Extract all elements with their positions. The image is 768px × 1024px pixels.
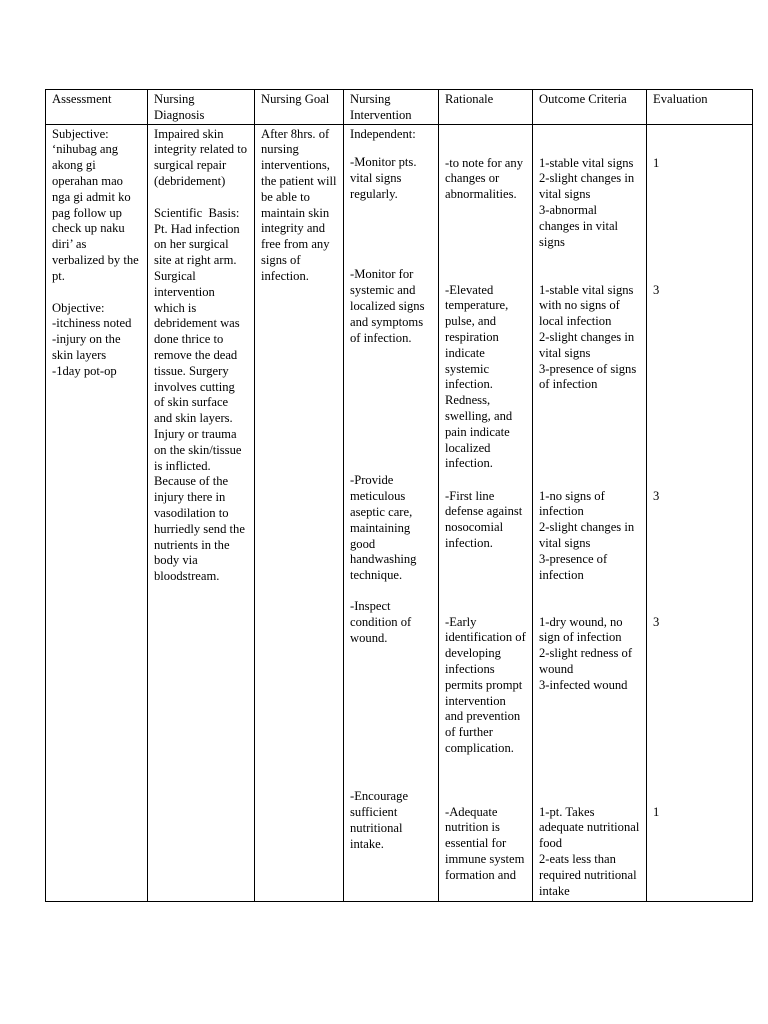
subjective-label: Subjective:: [52, 126, 109, 141]
header-nursing-intervention: Nursing Intervention: [344, 90, 439, 125]
independent-label: Independent:: [350, 126, 416, 141]
evaluation-1: 1: [653, 155, 660, 170]
outcome-criteria-4: 1-dry wound, no sign of infection 2-slight redness of wound 3-infected wound: [539, 614, 633, 692]
evaluation-5: 1: [653, 804, 660, 819]
intervention-5: -Encourage sufficient nutritional intake.: [350, 789, 409, 851]
intervention-3: -Provide meticulous aseptic care, maintaining good handwashing technique.: [350, 473, 417, 583]
outcome-criteria-1: 1-stable vital signs 2-slight changes in vital signs 3-abnormal changes in vital signs: [539, 155, 635, 249]
rationale-5: -Adequate nutrition is essential for immune system formation and: [445, 804, 525, 882]
rationale-2: -Elevated temperature, pulse, and respiration indicate systemic infection. Redness, swelling, and pain indicate localized infection.: [445, 282, 513, 471]
objective-label: Objective:: [52, 300, 105, 315]
header-nursing-diagnosis: Nursing Diagnosis: [148, 90, 255, 125]
assessment-cell: [46, 124, 148, 901]
nursing-goal-text: After 8hrs. of nursing interventions, the patient will be able to maintain skin integrity and free from any signs of infection.: [261, 126, 337, 283]
outcome-criteria-2: 1-stable vital signs with no signs of local infection 2-slight changes in vital signs 3-presence of signs of infection: [539, 282, 637, 392]
subjective-text: ‘nihubag ang akong gi operahan mao nga gi admit ko pag follow up check up naku diri’ as verbalized by the pt.: [52, 142, 139, 283]
scientific-basis-label: Scientific Basis:: [154, 205, 240, 220]
rationale-1: -to note for any changes or abnormalities.: [445, 155, 523, 202]
outcome-criteria-5: 1-pt. Takes adequate nutritional food 2-eats less than required nutritional intake: [539, 804, 640, 898]
rationale-4: -Early identification of developing infections permits prompt intervention and prevention of further complication.: [445, 614, 526, 755]
objective-item: -itchiness noted: [52, 316, 132, 331]
intervention-cell: [344, 124, 439, 901]
header-nursing-goal: Nursing Goal: [255, 90, 344, 125]
scientific-basis-text: Pt. Had infection on her surgical site at right arm. Surgical intervention which is debridement was done thrice to remove the dead tissue. Surgery involves cutting of skin surface and skin layers. Injury or trauma on the skin/tissue is inflicted. Because of the injury there in vasodilation to hurriedly send the nutrients in the body via bloodstream.: [154, 221, 245, 584]
header-outcome-criteria: Outcome Criteria: [533, 90, 647, 125]
rationale-3: -First line defense against nosocomial infection.: [445, 488, 523, 550]
intervention-4: -Inspect condition of wound.: [350, 599, 412, 645]
objective-item: -1day pot-op: [52, 363, 117, 378]
diagnosis-cell: [148, 124, 255, 901]
header-rationale: Rationale: [439, 90, 533, 125]
header-evaluation: Evaluation: [647, 90, 753, 125]
evaluation-2: 3: [653, 282, 660, 297]
care-plan-row: [46, 124, 753, 901]
goal-cell: [255, 124, 344, 901]
rationale-cell: [439, 124, 533, 901]
evaluation-cell: [647, 124, 753, 901]
header-row: [46, 90, 753, 125]
intervention-1: -Monitor pts. vital signs regularly.: [350, 155, 417, 201]
objective-item: -injury on the skin layers: [52, 332, 121, 362]
intervention-2: -Monitor for systemic and localized signs and symptoms of infection.: [350, 267, 425, 345]
outcome-criteria-cell: [533, 124, 647, 901]
diagnosis-statement: Impaired skin integrity related to surgical repair (debridement): [154, 126, 248, 188]
outcome-criteria-3: 1-no signs of infection 2-slight changes in vital signs 3-presence of infection: [539, 488, 635, 582]
nursing-care-plan-table: [45, 89, 753, 902]
header-assessment: Assessment: [46, 90, 148, 125]
evaluation-4: 3: [653, 614, 660, 629]
evaluation-3: 3: [653, 488, 660, 503]
